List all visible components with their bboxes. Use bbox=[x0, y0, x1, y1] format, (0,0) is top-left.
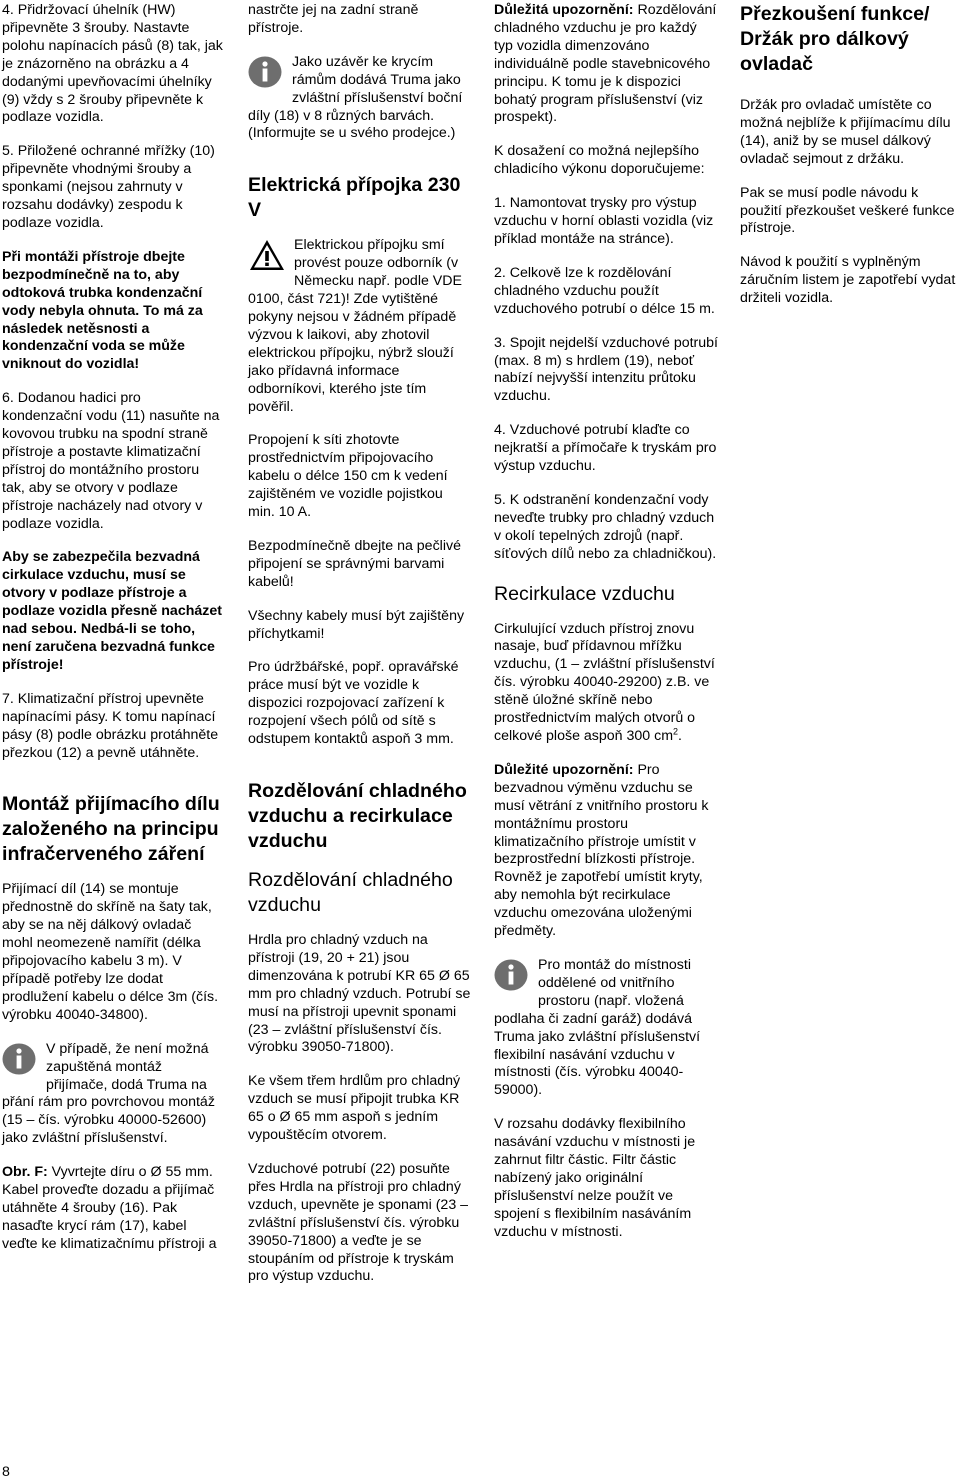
manual-handover-paragraph: Návod k použití s vyplněným záručním listem je zapotřebí vydat držiteli vozidla. bbox=[740, 254, 956, 307]
cold-air-subheading: Rozdělování chladného vzduchu bbox=[248, 869, 453, 916]
step-6-paragraph: 6. Dodanou hadici pro kondenzační vodu (11) nasuňte na kovovou trubku na spodní straně přístroje a postavte klimatizační přístroj do montážního prostoru tak, aby se otvory v podlaze přístroje nacházely nad otvory v podlaze vozidla. bbox=[2, 390, 220, 532]
info-note-text: V případě, že není možná zapuštěná montáž přijímače, dodá Truma na přání rám pro povrchovou montáž (15 – čís. výrobku 40000-52600) jako zvláštní příslušenství. bbox=[2, 1040, 215, 1147]
step-7-paragraph: 7. Klimatizační přístroj upevněte napínacími pásy. K tomu napínací pásy (8) podle obrázku protáhněte přezkou (12) a pevně utáhněte. bbox=[2, 690, 219, 761]
info-note-text: Jako uzávěr ke krycím rámům dodává Truma jako zvláštní příslušenství boční díly (18) v 8 různých barvách. (Informujte se u svého prodejce.) bbox=[248, 53, 463, 142]
circulation-warning-paragraph: Aby se zabezpečila bezvadná cirkulace vzduchu, musí se otvory v podlaze přístroje a podlaze vozidla přesně nacházet nad sebou. Nedbá-li se toho, není zaručena bezvadná funkce přístroje! bbox=[2, 549, 222, 673]
continuation-paragraph: nastrčte jej na zadní straně přístroje. bbox=[248, 2, 419, 36]
info-icon bbox=[248, 56, 282, 88]
recommendation-1: 1. Namontovat trysky pro výstup vzduchu v horní oblasti vozidla (viz příklad montáže na stránce). bbox=[494, 195, 714, 247]
condensate-warning-paragraph: Při montáži přístroje dbejte bezpodmínečně na to, aby odtoková trubka kondenzační vody nebyla ohnuta. To má za následek netěsnosti a kondenzační voda se může vniknout do vozidla! bbox=[2, 248, 203, 373]
important-note-text: Pro bezvadnou výměnu vzduchu se musí větrání z vnitřního prostoru k montážnímu prostoru klimatizačního přístroje umístit v bezprostřední blízkosti přístroje. Rovněž je zapotřebí umístit kryty, aby nemohla být recirkulace vzduchu omezována uloženými předměty. bbox=[494, 761, 709, 940]
warning-note-text: Elektrickou přípojku smí provést pouze odborník (v Německu např. podle VDE 0100, část 721)! Zde vytištěné pokyny nejsou v žádném případě výzvou k laikovi, aby zhotovil elektrickou přípojku, nýbrž slouží jako přídavná informace odborníkovi, kterého jste tím pověřil. bbox=[248, 237, 462, 415]
recirculation-text: Cirkulující vzduch přístroj znovu nasaje, buď přídavnou mřížku vzduchu, (1 – zvláštní příslušenství čís. výrobku 40040-29200) z.B. ve stěně úložné skříně nebo prostřednictvím malých otvorů o celkové ploše aspoň 300 cm bbox=[494, 620, 715, 744]
step-5-paragraph: 5. Přiložené ochranné mřížky (10) připevněte vhodnými šrouby a sponkami (nejsou zahrnuty v rozsahu dodávky) zespodu k podlaze vozidla. bbox=[2, 143, 215, 231]
recommendation-3: 3. Spojit nejdelší vzduchové potrubí (max. 8 m) s hrdlem (19), neboť nabízí nejvyšší intenzitu průtoku vzduchu. bbox=[494, 334, 718, 405]
important-notes-paragraph bbox=[494, 2, 718, 127]
recommendation-paragraph: K dosažení co možná nejlepšího chladicího výkonu doporučujeme: bbox=[494, 143, 705, 178]
column-1 bbox=[2, 2, 224, 1270]
air-distribution-heading: Rozdělování chladného vzduchu a recirkulace vzduchu bbox=[248, 780, 467, 852]
recirculation-paragraph bbox=[494, 621, 718, 746]
info-note-room-intake bbox=[494, 957, 718, 1100]
function-test-paragraph: Pak se musí podle návodu k použití přezkoušet veškeré funkce přístroje. bbox=[740, 184, 955, 237]
cable-colors-paragraph: Bezpodmínečně dbejte na pečlivé připojení se správnými barvami kabelů! bbox=[248, 537, 461, 590]
recirculation-heading: Recirkulace vzduchu bbox=[494, 582, 675, 605]
important-note-ventilation bbox=[494, 762, 718, 941]
area-unit-superscript: 2 bbox=[673, 726, 679, 737]
important-note-label: Důležité upozornění: bbox=[494, 761, 634, 778]
cable-clips-paragraph: Všechny kabely musí být zajištěny příchytkami! bbox=[248, 607, 465, 642]
holder-paragraph: Držák pro ovladač umístěte co možná nejblíže k přijímacímu dílu (14), aniž by se musel dálkový ovladač sejmout z držáku. bbox=[740, 97, 951, 167]
figure-f-text: Vyvrtejte díru o Ø 55 mm. Kabel proveďte dozadu a přijímač utáhněte 4 šrouby (16). Pak nasaďte krycí rám (17), kabel veďte ke klimatizačnímu přístroji a bbox=[2, 1164, 217, 1252]
receiver-paragraph: Přijímací díl (14) se montuje přednostně do skříně na šaty tak, aby se na něj dálkový ovladač mohl neomezeně namířit (délka připojovacího kabelu 3 m). V případě potřeby lze dodat prodlužení kabelu o délce 3m (čís. výrobku 40040-34800). bbox=[2, 881, 219, 1023]
important-notes-text: Rozdělování chladného vzduchu je pro každý typ vozidla dimenzováno individuálně podle stavebnicového principu. K tomu je k dispozici bohatý program příslušenství (viz prospekt). bbox=[494, 2, 717, 126]
recommendation-4: 4. Vzduchové potrubí klaďte co nejkratší a přímočaře k tryskám pro výstup vzduchu. bbox=[494, 422, 717, 475]
info-note-frame bbox=[2, 1041, 224, 1148]
recirculation-end: . bbox=[678, 728, 682, 744]
figure-f-label: Obr. F: bbox=[2, 1164, 48, 1181]
recommendation-2: 2. Celkově lze k rozdělování chladného vzduchu použít vzduchového potrubí o délce 15 m. bbox=[494, 264, 715, 317]
warning-icon bbox=[248, 239, 284, 271]
mains-connection-paragraph: Propojení k síti zhotovte prostřednictvím připojovacího kabelu o délce 150 cm k vedení zajištěném ve vozidle pojistkou min. 10 A. bbox=[248, 432, 448, 521]
figure-f-paragraph bbox=[2, 1164, 224, 1254]
air-outlets-paragraph: Hrdla pro chladný vzduch na přístroji (19, 20 + 21) jsou dimenzována k potrubí KR 65 Ø 65 mm pro chladný vzduch. Potrubí se musí na přístroji upevnit sponami (23 – zvláštní příslušenství čís. výrobku 39050-71800). bbox=[248, 932, 471, 1056]
info-note-side-parts bbox=[248, 54, 472, 144]
pipe-kr65-paragraph: Ke všem třem hrdlům pro chladný vzduch se musí připojit trubka KR 65 o Ø 65 mm aspoň s jedním vypouštěcím otvorem. bbox=[248, 1073, 461, 1144]
page-number: 8 bbox=[2, 1464, 10, 1480]
info-note-text: Pro montáž do místnosti oddělené od vnitřního prostoru (např. vložená podlaha či zadní garáž) dodává Truma jako zvláštní příslušenství flexibilní nasávání vzduchu v místnosti (čís. výrobku 40040-59000). bbox=[494, 956, 701, 1099]
electrical-heading: Elektrická přípojka 230 V bbox=[248, 174, 461, 222]
info-icon bbox=[2, 1043, 36, 1075]
function-test-heading: Přezkoušení funkce/ Držák pro dálkový ovladač bbox=[740, 3, 930, 75]
warning-note bbox=[248, 237, 472, 416]
column-3 bbox=[494, 2, 718, 1258]
recommendation-5: 5. K odstranění kondenzační vody neveďte trubky pro chladný vzduch v okolí tepelných zdrojů (např. síťových dílů nebo za chladničkou). bbox=[494, 491, 717, 562]
info-icon bbox=[494, 959, 528, 991]
particle-filter-paragraph: V rozsahu dodávky flexibilního nasávání vzduchu v místnosti je zahrnut filtr částic. Filtr částic nabízený jako originální příslušenství nelze použít ve spojení s flexibilním nasáváním vzduchu v místnosti. bbox=[494, 1116, 696, 1240]
step-4-paragraph: 4. Přidržovací úhelník (HW) připevněte 3 šrouby. Nastavte polohu napínacích pásů (8) tak, jak je znázorněno na obrázku a 4 dodanými upevňovacími úhelníky (9) vždy s 2 šrouby připevněte k podlaze vozidla. bbox=[2, 2, 223, 126]
column-2 bbox=[248, 2, 472, 1302]
air-ducting-paragraph: Vzduchové potrubí (22) posuňte přes Hrdla na přístroji pro chladný vzduch, upevněte je sponami (23 – zvláštní příslušenství čís. výrobku 39050-71800) a veďte je se stoupáním od přístroje k tryskám pro výstup vzduchu. bbox=[248, 1160, 469, 1285]
important-notes-label: Důležitá upozornění: bbox=[494, 2, 634, 18]
receiver-heading: Montáž přijímacího dílu založeného na principu infračerveného záření bbox=[2, 793, 220, 866]
column-4 bbox=[740, 2, 958, 324]
disconnect-device-paragraph: Pro údržbářské, popř. opravářské práce musí být ve vozidle k dispozici rozpojovací zařízení k rozpojení všech pólů od sítě s odstupem kontaktů aspoň 3 mm. bbox=[248, 659, 459, 748]
